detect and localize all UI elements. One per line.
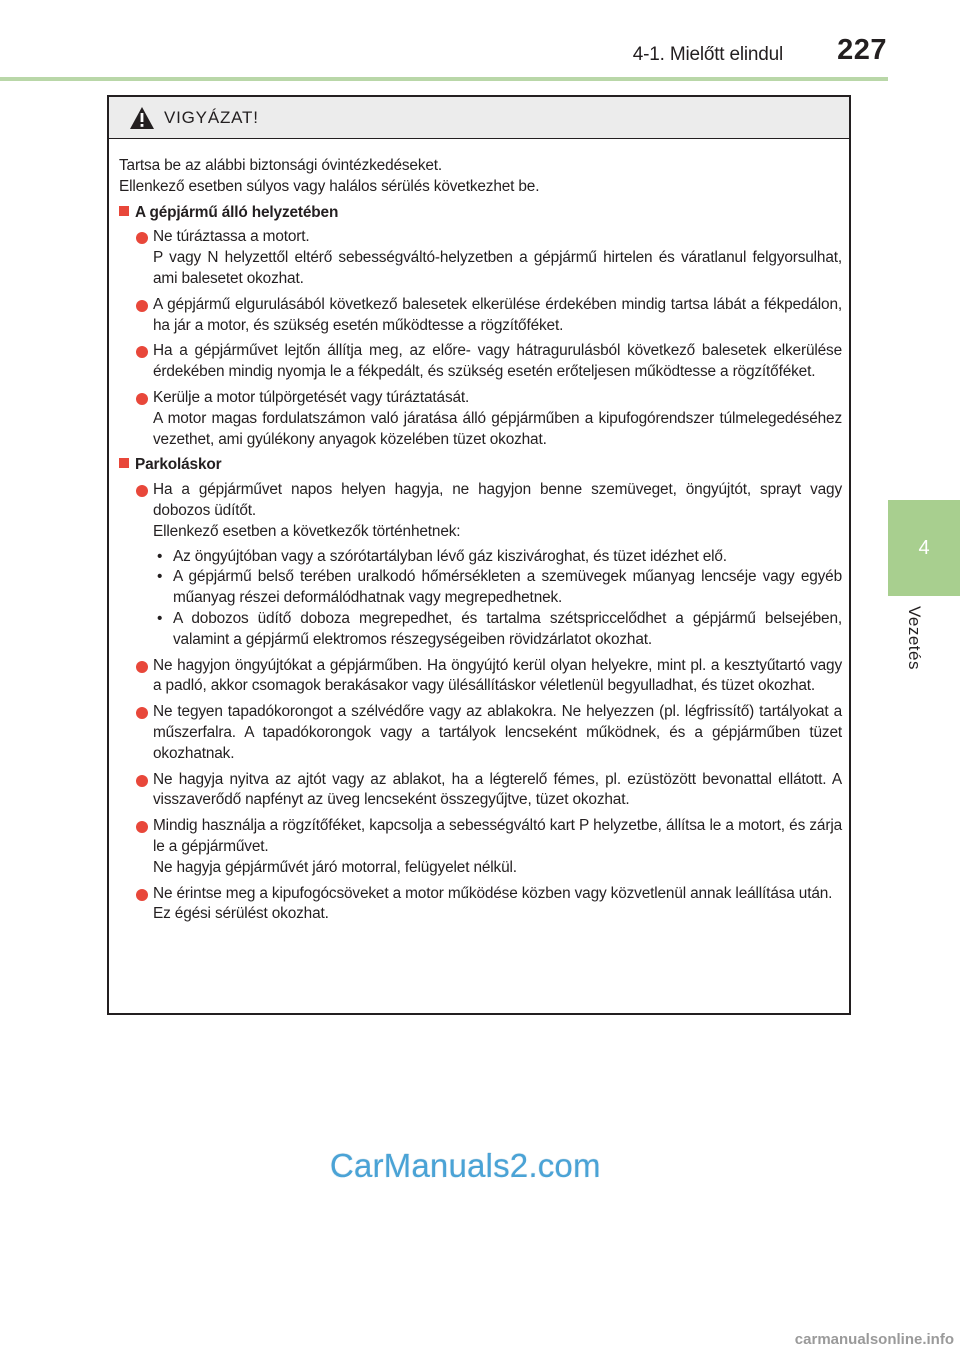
warning-title: VIGYÁZAT! <box>164 107 259 127</box>
list-item-text: A motor magas fordulatszámon való járatása álló gépjárműben a kipufogórendszer túlmelegedéséhez vezethet, ami gyúlékony anyagok közelében tüzet okozhat. <box>153 409 842 448</box>
chapter-tab <box>888 500 960 596</box>
square-bullet-icon <box>119 206 129 216</box>
warning-intro <box>119 156 842 198</box>
section-title: 4-1. Mielőtt elindul <box>632 44 783 65</box>
sub-list-item: • Az öngyújtóban vagy a szórótartályban lévő gáz kiszivároghat, és tüzet idézhet elő. <box>153 547 842 568</box>
page-number: 227 <box>837 34 887 66</box>
round-bullet-icon <box>136 232 148 244</box>
list-item <box>119 816 842 878</box>
intro-line: Tartsa be az alábbi biztonsági óvintézkedéseket. <box>119 157 443 174</box>
section-heading-text: A gépjármű álló helyzetében <box>135 203 339 221</box>
list-item-text: Ne hagyjon öngyújtókat a gépjárműben. Ha öngyújtó kerül olyan helyekre, mint pl. a kesztyűtartó vagy a padló, akkor csomagok berakásakor vagy ülésállításkor véletlenül begyulladhat, és tüzet okozhat. <box>153 656 842 695</box>
chapter-label: Vezetés <box>905 606 924 670</box>
warning-triangle-icon <box>129 106 155 130</box>
list-item <box>119 656 842 698</box>
list-item-text: Ne hagyja gépjárművét járó motorral, felügyelet nélkül. <box>153 858 517 876</box>
list-item-text: P vagy N helyzettől eltérő sebességváltó-helyzetben a gépjármű hirtelen és váratlanul felgyorsulhat, ami balesetet okozhat. <box>153 249 842 287</box>
list-item <box>119 702 842 764</box>
section-heading-text: Parkoláskor <box>135 456 222 474</box>
round-bullet-icon <box>136 775 148 787</box>
list-item-text: Ne tegyen tapadókorongot a szélvédőre vagy az ablakokra. Ne helyezzen (pl. légfrissítő) tartályokat a műszerfalra. A tapadókorongok vagy a tartályok lencseként működnek, és a gépjárműben tüzet okozhatnak. <box>153 703 842 762</box>
warning-header <box>109 97 849 139</box>
sub-list-item: • A dobozos üdítő doboza megrepedhet, és tartalma szétspriccelődhet a gépjármű belsejében, valamint a gépjármű elektromos részegységeiben rövidzárlatot okozhat. <box>153 609 842 651</box>
round-bullet-icon <box>136 889 148 901</box>
list-item-text: Ne hagyja nyitva az ajtót vagy az ablakot, ha a légterelő fémes, pl. ezüstözött bevonattal ellátott. A visszaverődő napfényt az üveg lencseként összegyűjtve, tüzet okozhat. <box>153 770 842 809</box>
list-item <box>119 295 842 337</box>
square-bullet-icon <box>119 458 129 468</box>
list-item-text: A gépjármű elgurulásából következő balesetek elkerülése érdekében mindig tartsa lábát a fékpedálon, ha jár a motor, és szükség esetén működtesse a rögzítőféket. <box>153 295 842 334</box>
header-rule <box>0 77 888 81</box>
list-item <box>119 480 842 650</box>
list-item <box>119 341 842 383</box>
round-bullet-icon <box>136 485 148 497</box>
list-item <box>119 770 842 812</box>
warning-body <box>109 139 849 925</box>
round-bullet-icon <box>136 393 148 405</box>
sub-list <box>153 547 842 651</box>
list-item-text: Ha a gépjárművet napos helyen hagyja, ne hagyjon benne szemüveget, öngyújtót, sprayt vagy dobozos üdítőt. <box>153 481 842 519</box>
round-bullet-icon <box>136 821 148 833</box>
list-item-text: Mindig használja a rögzítőféket, kapcsolja a sebességváltó kart P helyzetbe, állítsa le a motort, és zárja le a gépjárművet. <box>153 817 842 855</box>
section-heading <box>119 455 842 476</box>
warning-box <box>107 95 851 1015</box>
list-item <box>119 884 842 926</box>
section-heading <box>119 203 842 224</box>
round-bullet-icon <box>136 707 148 719</box>
intro-line: Ellenkező esetben súlyos vagy halálos sérülés következhet be. <box>119 177 540 195</box>
list-item-text: Ellenkező esetben a következők történhetnek: <box>153 522 461 540</box>
list-item <box>119 388 842 450</box>
chapter-number: 4 <box>918 536 930 559</box>
corner-watermark: carmanualsonline.info <box>794 1331 954 1348</box>
list-item-text: Ne érintse meg a kipufogócsöveket a motor működése közben vagy közvetlenül annak leállítása után. <box>153 884 833 902</box>
watermark: CarManuals2.com <box>330 1147 601 1184</box>
list-item <box>119 227 842 289</box>
warning-sections <box>119 203 842 926</box>
list-item-text: Ez égési sérülést okozhat. <box>153 905 329 923</box>
round-bullet-icon <box>136 661 148 673</box>
list-item-text: Ha a gépjárművet lejtőn állítja meg, az előre- vagy hátragurulásból következő balesetek elkerülése érdekében mindig nyomja le a fékpedált, és szükség esetén erőteljesen működtesse a rögzítőféket. <box>153 342 842 381</box>
sub-list-item: • A gépjármű belső terében uralkodó hőmérsékleten a szemüvegek műanyag lencséje vagy egyéb műanyag részei deformálódhatnak vagy megrepedhetnek. <box>153 567 842 609</box>
round-bullet-icon <box>136 346 148 358</box>
list-item-text: Ne túráztassa a motort. <box>153 228 310 246</box>
list-item-text: Kerülje a motor túlpörgetését vagy túráztatását. <box>153 388 470 406</box>
round-bullet-icon <box>136 300 148 312</box>
